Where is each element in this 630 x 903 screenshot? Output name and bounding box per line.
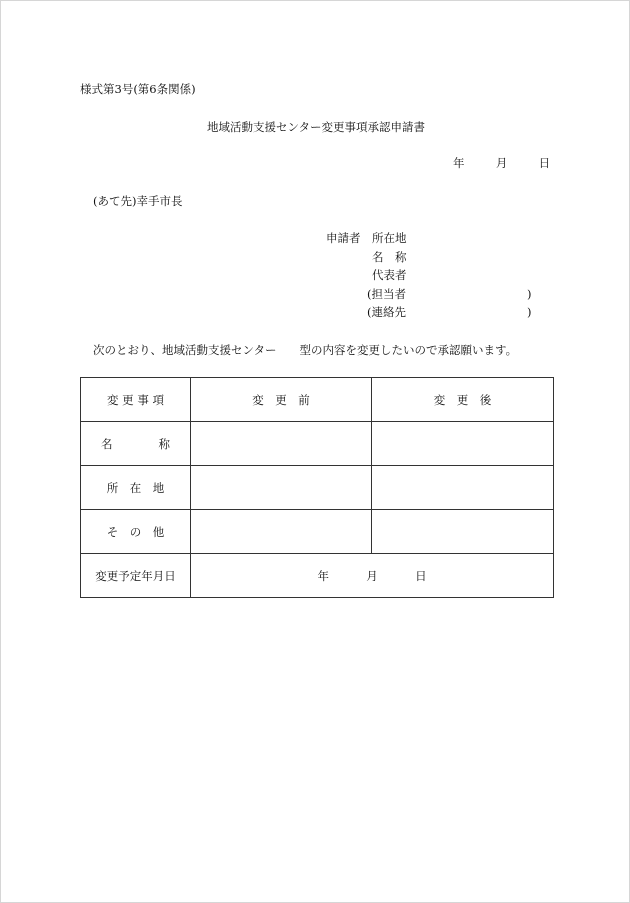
date-year-label: 年: [453, 156, 465, 170]
address-before-cell[interactable]: [191, 466, 372, 510]
application-date: [453, 155, 550, 171]
schedule-label: 変更予定年月日: [81, 554, 191, 598]
schedule-day-label: 日: [415, 568, 427, 583]
schedule-year-label: 年: [317, 568, 329, 583]
applicant-name-row: [326, 249, 407, 268]
schedule-row: [81, 554, 554, 598]
applicant-heading: 申請者: [326, 231, 361, 245]
header-before: 変 更 前: [191, 378, 372, 422]
name-before-cell[interactable]: [191, 422, 372, 466]
header-change-item: 変 更 事 項: [81, 378, 191, 422]
schedule-date-cell[interactable]: [191, 554, 554, 598]
name-after-cell[interactable]: [372, 422, 554, 466]
document-title: 地域活動支援センター変更事項承認申請書: [206, 120, 426, 134]
addressee: (あて先)幸手市長: [93, 194, 183, 208]
row-label-address: 所 在 地: [81, 466, 191, 510]
row-label-name: 名 称: [81, 422, 191, 466]
date-month-label: 月: [495, 156, 508, 170]
contact-close-paren: ): [527, 305, 532, 319]
representative-label: 代表者: [372, 268, 407, 282]
table-row: [81, 466, 554, 510]
request-statement: 次のとおり、地域活動支援センター 型の内容を変更したいので承認願います。: [93, 343, 518, 357]
header-after: 変 更 後: [372, 378, 554, 422]
other-before-cell[interactable]: [191, 510, 372, 554]
contact-person-label: (担当者: [367, 286, 406, 301]
address-label: 所在地: [372, 231, 407, 245]
form-number: 様式第3号(第6条関係): [80, 82, 196, 96]
name-label: 名 称: [372, 249, 407, 264]
applicant-representative-row: [326, 267, 407, 286]
table-row: [81, 422, 554, 466]
table-header-row: [81, 378, 554, 422]
other-after-cell[interactable]: [372, 510, 554, 554]
applicant-address-row: [326, 230, 407, 249]
applicant-block: [326, 230, 532, 323]
change-table: [80, 377, 554, 598]
applicant-contact-person-row: [326, 286, 532, 305]
table-row: [81, 510, 554, 554]
address-after-cell[interactable]: [372, 466, 554, 510]
schedule-month-label: 月: [366, 568, 378, 583]
date-day-label: 日: [538, 156, 551, 170]
applicant-contact-row: [326, 304, 532, 323]
contact-label: (連絡先: [367, 305, 406, 319]
contact-person-close-paren: ): [527, 286, 532, 301]
row-label-other: そ の 他: [81, 510, 191, 554]
